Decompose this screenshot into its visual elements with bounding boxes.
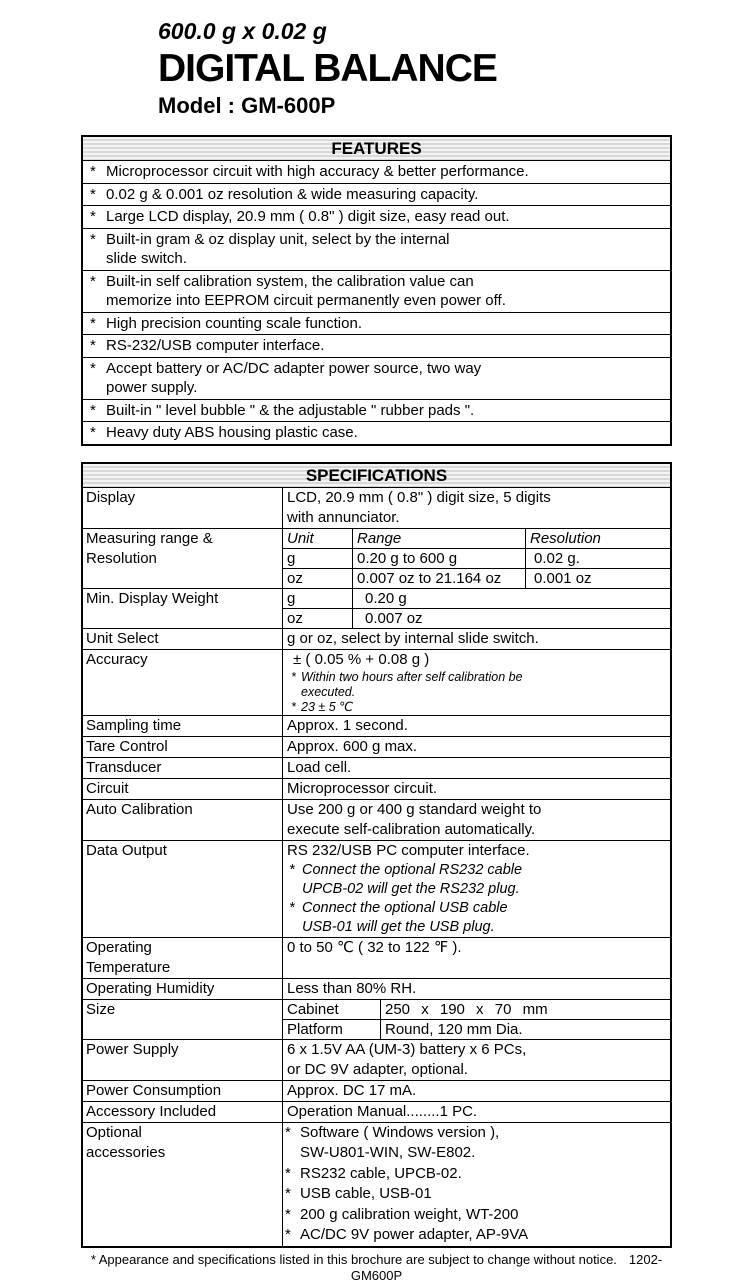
value-cell: 0.20 g [352,589,670,608]
optional-item-text: SW-U801-WIN, SW-E802. [300,1144,476,1161]
spec-value: Less than 80% RH. [282,979,670,999]
asterisk-bullet: * [90,401,96,419]
spec-label-line: Temperature [86,958,171,976]
optional-item-text: USB cable, USB-01 [300,1185,432,1202]
spec-value: 0 to 50 ℃ ( 32 to 122 ℉ ). [282,938,670,978]
spec-value-line: Use 200 g or 400 g standard weight to [287,800,542,818]
spec-row-min-display-weight [83,588,670,628]
spec-label: Size [86,1000,116,1018]
feature-row [83,357,670,399]
asterisk-bullet: * [291,669,296,684]
asterisk-bullet: * [90,163,96,180]
optional-item [283,1164,670,1185]
spec-value-line: or DC 9V adapter, optional. [287,1060,468,1078]
asterisk-bullet: * [285,1185,291,1202]
optional-item [283,1184,670,1205]
data-output-note [287,880,670,899]
spec-label-line: Operating [86,938,152,956]
optional-item-text: RS232 cable, UPCB-02. [300,1164,462,1182]
spec-value [282,488,670,528]
model-line: Model : GM-600P [158,93,336,118]
feature-line: Microprocessor circuit with high accuracy & better performance. [106,163,529,180]
specifications-title: SPECIFICATIONS [83,464,670,487]
feature-line: memorize into EEPROM circuit permanently even power off. [106,292,506,309]
spec-label: Accessory Included [86,1102,217,1120]
spec-row-auto-calibration [83,799,670,840]
optional-item-text: 200 g calibration weight, WT-200 [300,1205,519,1223]
spec-label: Circuit [86,779,129,797]
specifications-table [81,462,672,1248]
data-output-value: RS 232/USB PC computer interface. [287,841,530,859]
spec-label: Power Consumption [86,1081,222,1099]
asterisk-bullet: * [291,699,296,714]
spec-row-data-output [83,840,670,937]
feature-text [106,272,666,311]
spec-row-operating-temperature [83,937,670,978]
spec-label: Min. Display Weight [86,589,219,607]
spec-row-power-supply [83,1039,670,1080]
spec-row-sampling-time [83,715,670,736]
spec-row-transducer [83,757,670,778]
feature-text [106,230,666,269]
size-part-value: 250 x 190 x 70 mm [380,1000,670,1019]
spec-value [282,841,670,937]
optional-item [283,1123,670,1144]
accuracy-value: ± ( 0.05 % + 0.08 g ) [293,650,430,668]
page-title: DIGITAL BALANCE [158,47,497,90]
min-display-row-g [283,589,670,608]
asterisk-bullet: * [90,185,96,203]
measuring-row-g [283,548,670,568]
spec-value [282,1123,670,1246]
feature-line: Built-in self calibration system, the calibration value can [106,272,474,290]
spec-row-operating-humidity [83,978,670,999]
data-output-note [287,918,670,937]
asterisk-bullet: * [90,359,96,377]
feature-text [106,359,666,398]
feature-row [83,160,670,183]
unit-cell: oz [287,609,303,627]
unit-cell: g [287,589,296,607]
feature-line: Heavy duty ABS housing plastic case. [106,424,358,441]
asterisk-bullet: * [90,424,96,441]
spec-value-line: execute self-calibration automatically. [287,820,536,838]
range-cell: 0.007 oz to 21.164 oz [352,569,525,588]
feature-text [106,207,666,227]
spec-label-line: Resolution [86,549,157,567]
feature-text [106,336,666,356]
spec-label: Power Supply [86,1040,179,1058]
spec-row-accuracy [83,649,670,715]
asterisk-bullet: * [90,272,96,290]
measuring-row-oz [283,568,670,588]
footer-note [81,1252,672,1284]
feature-line: High precision counting scale function. [106,314,362,332]
accuracy-note-text: Within two hours after self calibration be [301,669,523,684]
feature-text [106,314,666,334]
spec-label [83,938,282,978]
spec-row-tare-control [83,736,670,757]
size-row-cabinet [283,1000,670,1019]
size-subtable [282,1000,670,1039]
spec-value-line: LCD, 20.9 mm ( 0.8" ) digit size, 5 digits [287,488,551,506]
spec-label: Display [86,488,136,506]
feature-row [83,205,670,228]
spec-value-line: with annunciator. [287,508,400,526]
asterisk-bullet: * [285,1123,291,1141]
asterisk-bullet: * [285,1205,291,1223]
spec-value: Approx. 1 second. [282,716,670,736]
asterisk-bullet [291,685,301,700]
column-header-unit: Unit [287,529,314,547]
asterisk-bullet [289,918,302,937]
spec-label: Sampling time [86,716,182,734]
asterisk-bullet: * [289,899,295,916]
value-cell: 0.007 oz [352,609,670,628]
size-part-value: Round, 120 mm Dia. [380,1020,670,1039]
spec-value: Microprocessor circuit. [282,779,670,799]
unit-cell: g [287,549,296,567]
size-row-platform [283,1019,670,1039]
optional-item-text: Software ( Windows version ), [300,1123,500,1141]
feature-line: 0.02 g & 0.001 oz resolution & wide measuring capacity. [106,185,479,203]
range-cell: 0.20 g to 600 g [352,549,525,568]
spec-value: Approx. 600 g max. [282,737,670,757]
feature-row [83,270,670,312]
spec-label: Accuracy [86,650,148,668]
asterisk-bullet: * [289,861,295,878]
asterisk-bullet: * [90,337,96,354]
feature-row [83,421,670,444]
asterisk-bullet: * [285,1164,291,1182]
spec-row-circuit [83,778,670,799]
spec-label: Unit Select [86,629,159,647]
spec-label: Data Output [86,841,167,859]
feature-line: power supply. [106,379,198,396]
spec-row-size [83,999,670,1039]
feature-line: Accept battery or AC/DC adapter power source, two way [106,359,482,377]
asterisk-bullet: * [285,1226,291,1243]
feature-text [106,401,666,421]
feature-text [106,185,666,205]
features-title: FEATURES [83,137,670,160]
size-part-label: Cabinet [287,1000,339,1018]
min-display-subtable [282,589,670,628]
asterisk-bullet [289,880,302,899]
feature-row [83,183,670,206]
features-table [81,135,672,446]
spec-row-measuring-range [83,528,670,588]
optional-item [283,1205,670,1226]
spec-row-accessory-included [83,1101,670,1122]
spec-value: Operation Manual........1 PC. [282,1102,670,1122]
doc-header [158,0,752,119]
asterisk-bullet: * [90,230,96,248]
data-output-note [287,861,670,880]
feature-row [83,399,670,422]
optional-item-text: AC/DC 9V power adapter, AP-9VA [300,1226,529,1243]
spec-row-optional-accessories [83,1122,670,1246]
optional-item [283,1143,670,1164]
asterisk-bullet [285,1143,300,1164]
spec-value: Load cell. [282,758,670,778]
spec-value: Approx. DC 17 mA. [282,1081,670,1101]
spec-row-display [83,487,670,528]
unit-cell: oz [287,569,303,587]
data-output-note-text: UPCB-02 will get the RS232 plug. [302,880,520,897]
capacity-line: 600.0 g x 0.02 g [158,18,327,44]
spec-value [282,650,670,715]
spec-label-line: accessories [86,1143,166,1161]
asterisk-bullet: * [90,208,96,225]
spec-row-unit-select [83,628,670,649]
accuracy-note [287,685,670,700]
spec-label: Tare Control [86,737,168,755]
spec-label: Operating Humidity [86,979,215,997]
accuracy-note-text: 23 ± 5 ℃ [301,699,354,714]
spec-label-line: Measuring range & [86,529,213,547]
spec-row-power-consumption [83,1080,670,1101]
spec-label [83,529,282,588]
data-output-note-text: Connect the optional RS232 cable [302,861,523,878]
measuring-subtable [282,529,670,588]
spec-label: Transducer [86,758,162,776]
feature-row [83,228,670,270]
feature-line: Built-in " level bubble " & the adjustable " rubber pads ". [106,401,475,419]
spec-label-line: Optional [86,1123,142,1141]
asterisk-bullet: * [90,314,96,332]
resolution-cell: 0.02 g. [525,549,670,568]
footer-doc-code: 1202-GM600P [350,1251,663,1283]
optional-item [283,1225,670,1246]
footer-note-text: * Appearance and specifications listed in this brochure are subject to change without notice. [90,1251,617,1267]
accuracy-note [287,700,670,715]
resolution-cell: 0.001 oz [525,569,670,588]
feature-text [106,423,666,443]
feature-row [83,334,670,357]
spec-value: g or oz, select by internal slide switch. [282,629,670,649]
feature-line: RS-232/USB computer interface. [106,337,325,354]
data-output-note [287,899,670,918]
column-header-range: Range [352,529,525,548]
feature-line: slide switch. [106,250,187,267]
feature-line: Large LCD display, 20.9 mm ( 0.8" ) digit size, easy read out. [106,208,510,225]
spec-value [282,800,670,840]
spec-value [282,1040,670,1080]
spec-label: Auto Calibration [86,800,193,818]
feature-line: Built-in gram & oz display unit, select by the internal [106,230,450,248]
accuracy-note-text: executed. [301,684,356,699]
min-display-row-oz [283,608,670,628]
spec-value-line: 6 x 1.5V AA (UM-3) battery x 6 PCs, [287,1040,527,1058]
column-header-resolution: Resolution [525,529,670,548]
feature-text [106,162,666,182]
data-output-note-text: Connect the optional USB cable [302,899,508,916]
spec-label [83,1123,282,1246]
accuracy-note [287,670,670,685]
size-part-label: Platform [287,1020,343,1038]
data-output-note-text: USB-01 will get the USB plug. [302,918,495,935]
measuring-header-row [283,529,670,548]
feature-row [83,312,670,335]
